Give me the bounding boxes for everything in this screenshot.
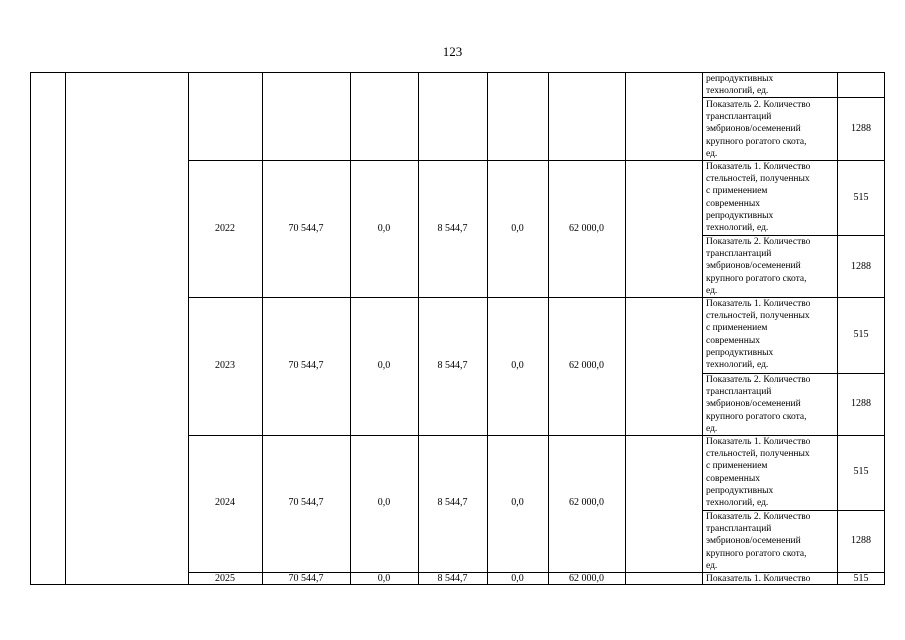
indicator-text: Показатель 2. Количество трансплантаций эмбрионов/осеменений крупного рогатого скота, ед. bbox=[706, 237, 811, 296]
other-cell: 62 000,0 bbox=[569, 223, 604, 234]
indicator-value: 515 bbox=[853, 466, 869, 477]
table-border-right bbox=[884, 72, 885, 584]
regional-cell: 8 544,7 bbox=[437, 223, 468, 234]
total-cell: 70 544,7 bbox=[288, 223, 324, 234]
indicator-value: 1288 bbox=[851, 398, 871, 409]
indicator-text: Показатель 2. Количество трансплантаций эмбрионов/осеменений крупного рогатого скота, ед. bbox=[706, 375, 811, 434]
indicator-text: Показатель 2. Количество трансплантаций эмбрионов/осеменений крупного рогатого скота, ед. bbox=[706, 512, 811, 571]
year-cell: 2023 bbox=[215, 360, 235, 371]
other-cell: 62 000,0 bbox=[569, 360, 604, 371]
indicator-value: 1288 bbox=[851, 123, 871, 134]
federal-cell: 0,0 bbox=[377, 573, 391, 584]
table-divider bbox=[625, 72, 626, 584]
table-divider bbox=[702, 72, 703, 584]
local-cell: 0,0 bbox=[511, 360, 524, 371]
year-cell: 2022 bbox=[215, 223, 235, 234]
indicator-value: 515 bbox=[853, 573, 869, 584]
indicator-text: Показатель 1. Количество стельностей, полученных с применением современных репродуктивных технологий, ед. bbox=[706, 437, 811, 509]
total-cell: 70 544,7 bbox=[288, 573, 324, 584]
year-cell: 2024 bbox=[215, 497, 235, 508]
federal-cell: 0,0 bbox=[377, 360, 391, 371]
local-cell: 0,0 bbox=[511, 223, 524, 234]
table-divider bbox=[65, 72, 66, 584]
indicator-value: 515 bbox=[853, 192, 869, 203]
indicator-text: Показатель 1. Количество bbox=[706, 574, 811, 584]
indicator-text: Показатель 1. Количество стельностей, полученных с применением современных репродуктивных технологий, ед. bbox=[706, 299, 811, 371]
indicator-value: 515 bbox=[853, 329, 869, 340]
indicator-text: репродуктивных технологий, ед. bbox=[706, 74, 774, 97]
table-border-left bbox=[30, 72, 31, 584]
page-number: 123 bbox=[442, 44, 463, 59]
indicator-text: Показатель 2. Количество трансплантаций эмбрионов/осеменений крупного рогатого скота, ед. bbox=[706, 100, 811, 159]
local-cell: 0,0 bbox=[511, 573, 524, 584]
regional-cell: 8 544,7 bbox=[437, 573, 468, 584]
indicator-text: Показатель 1. Количество стельностей, полученных с применением современных репродуктивных технологий, ед. bbox=[706, 162, 811, 234]
federal-cell: 0,0 bbox=[377, 497, 391, 508]
year-cell: 2025 bbox=[215, 573, 235, 584]
other-cell: 62 000,0 bbox=[569, 573, 604, 584]
total-cell: 70 544,7 bbox=[288, 497, 324, 508]
total-cell: 70 544,7 bbox=[288, 360, 324, 371]
regional-cell: 8 544,7 bbox=[437, 497, 468, 508]
local-cell: 0,0 bbox=[511, 497, 524, 508]
regional-cell: 8 544,7 bbox=[437, 360, 468, 371]
indicator-value: 1288 bbox=[851, 261, 871, 272]
other-cell: 62 000,0 bbox=[569, 497, 604, 508]
federal-cell: 0,0 bbox=[377, 223, 391, 234]
indicator-value: 1288 bbox=[851, 535, 871, 546]
table-divider bbox=[837, 72, 838, 584]
